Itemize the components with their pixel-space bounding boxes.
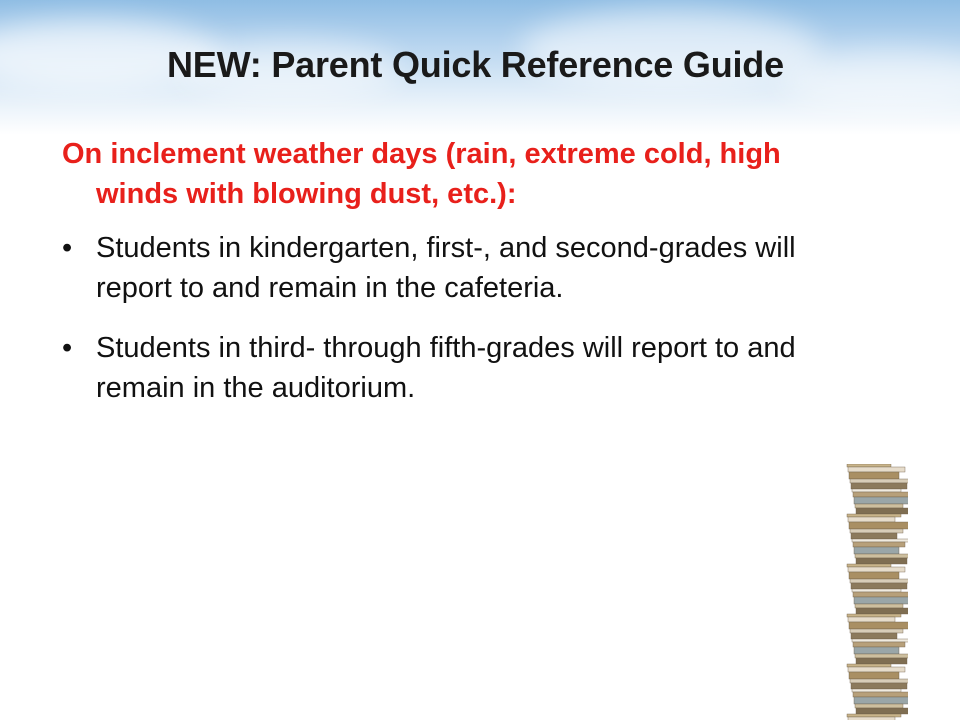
book-layer (850, 579, 908, 583)
book-layer (848, 467, 905, 472)
book-layer (851, 583, 907, 589)
book-layer (855, 654, 908, 658)
book-layer (847, 464, 891, 467)
book-layer (853, 692, 908, 697)
book-layer (851, 683, 907, 689)
book-layer (847, 714, 901, 717)
book-layer (849, 672, 899, 679)
book-layer (853, 592, 908, 597)
book-layer (855, 504, 903, 508)
book-layer (852, 639, 908, 642)
book-layer (854, 497, 908, 504)
book-layer (853, 642, 905, 647)
book-layer (847, 564, 891, 567)
book-layer (850, 479, 908, 483)
bullet-text: Students in third- through fifth-grades will report to and remain in the auditorium. (96, 332, 796, 404)
book-layer (856, 708, 908, 714)
book-layer (850, 679, 908, 683)
bullet-text: Students in kindergarten, first-, and second-grades will report to and remain in the cafeteria. (96, 232, 796, 304)
slide-title: NEW: Parent Quick Reference Guide (167, 44, 784, 85)
book-layer (852, 539, 908, 542)
book-layer (848, 667, 905, 672)
book-layer (848, 617, 895, 622)
book-layer (853, 492, 908, 497)
book-layer (854, 597, 908, 604)
book-layer (849, 622, 908, 629)
slide-body (62, 134, 862, 428)
book-layer (854, 697, 908, 704)
book-layer (847, 514, 901, 517)
book-layer (847, 614, 901, 617)
book-layer (856, 508, 908, 514)
book-layer (852, 689, 901, 692)
book-layer (856, 608, 908, 614)
book-stack-icon (838, 464, 908, 720)
book-layer (856, 658, 907, 664)
book-layer (849, 472, 899, 479)
bullet-item (62, 328, 862, 408)
book-layer (855, 604, 903, 608)
book-layer (852, 489, 901, 492)
book-layer (848, 567, 905, 572)
weather-heading: On inclement weather days (rain, extreme cold, high winds with blowing dust, etc.): (62, 138, 781, 210)
bullet-icon: • (62, 332, 73, 364)
book-layer (854, 547, 899, 554)
bullet-icon: • (62, 232, 73, 264)
book-layer (851, 633, 897, 639)
book-layer (855, 704, 903, 708)
book-layer (853, 542, 905, 547)
book-layer (851, 483, 907, 489)
book-layer (849, 522, 908, 529)
book-layer (849, 572, 899, 579)
book-layer (854, 647, 899, 654)
book-layer (851, 533, 897, 539)
book-layer (847, 664, 891, 667)
bullet-item (62, 228, 862, 308)
book-layer (855, 554, 908, 558)
book-layer (848, 517, 895, 522)
book-layer (852, 589, 901, 592)
book-layer (856, 558, 907, 564)
book-layer (850, 629, 903, 633)
book-layer (850, 529, 903, 533)
